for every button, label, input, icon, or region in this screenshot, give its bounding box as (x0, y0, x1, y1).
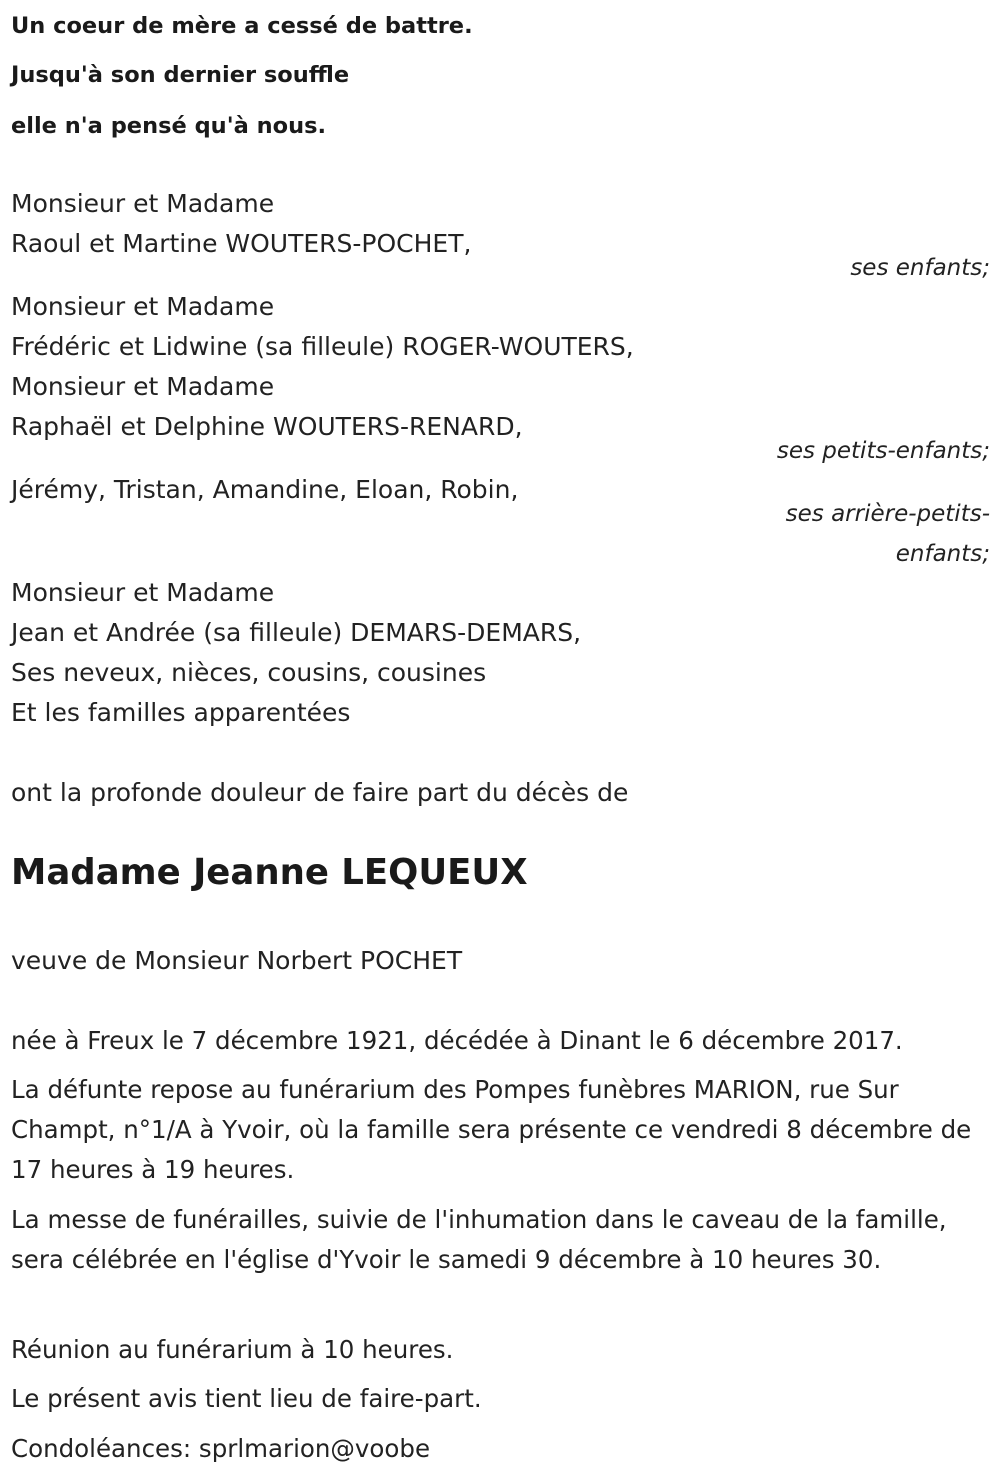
epigraph-line-1: Un coeur de mère a cessé de battre. (11, 13, 473, 39)
children-title: Monsieur et Madame (11, 189, 275, 218)
epigraph-line-2: Jusqu'à son dernier souffle (11, 62, 350, 88)
great-grandchildren-names: Jérémy, Tristan, Amandine, Eloan, Robin, (11, 475, 519, 504)
notice-text: Le présent avis tient lieu de faire-part. (11, 1384, 482, 1413)
children-names: Raoul et Martine WOUTERS-POCHET, (11, 229, 472, 258)
grandchildren-names-1: Frédéric et Lidwine (sa filleule) ROGER-WOUTERS, (11, 332, 634, 361)
great-grandchildren-role-line-2: enfants; (895, 541, 990, 567)
deceased-name: Madame Jeanne LEQUEUX (11, 852, 528, 893)
children-role: ses enfants; (850, 255, 990, 281)
birth-death-text: née à Freux le 7 décembre 1921, décédée à Dinant le 6 décembre 2017. (11, 1026, 903, 1055)
condolences-text: Condoléances: sprlmarion@voobe (11, 1434, 431, 1463)
grandchildren-title-2: Monsieur et Madame (11, 372, 275, 401)
visitation-text: La défunte repose au funérarium des Pompes funèbres MARION, rue Sur Champt, n°1/A à Yvoir, où la famille sera présente ce vendredi 8 décembre de 17 heures à 19 heures. (11, 1075, 972, 1184)
relatives-cousins: Ses neveux, nièces, cousins, cousines (11, 658, 487, 687)
epigraph-line-3: elle n'a pensé qu'à nous. (11, 113, 327, 139)
funeral-mass-text: La messe de funérailles, suivie de l'inhumation dans le caveau de la famille, sera célébrée en l'église d'Yvoir le samedi 9 décembre à 10 heures 30. (11, 1205, 947, 1274)
grandchildren-names-2: Raphaël et Delphine WOUTERS-RENARD, (11, 412, 523, 441)
grandchildren-role: ses petits-enfants; (776, 438, 990, 464)
relatives-families: Et les familles apparentées (11, 698, 351, 727)
meeting-text: Réunion au funérarium à 10 heures. (11, 1335, 454, 1364)
great-grandchildren-role-line-1: ses arrière-petits- (785, 501, 990, 527)
relatives-title: Monsieur et Madame (11, 578, 275, 607)
announcement-text: ont la profonde douleur de faire part du décès de (11, 778, 629, 807)
widow-of-text: veuve de Monsieur Norbert POCHET (11, 946, 463, 975)
grandchildren-title-1: Monsieur et Madame (11, 292, 275, 321)
relatives-names: Jean et Andrée (sa filleule) DEMARS-DEMARS, (11, 618, 582, 647)
